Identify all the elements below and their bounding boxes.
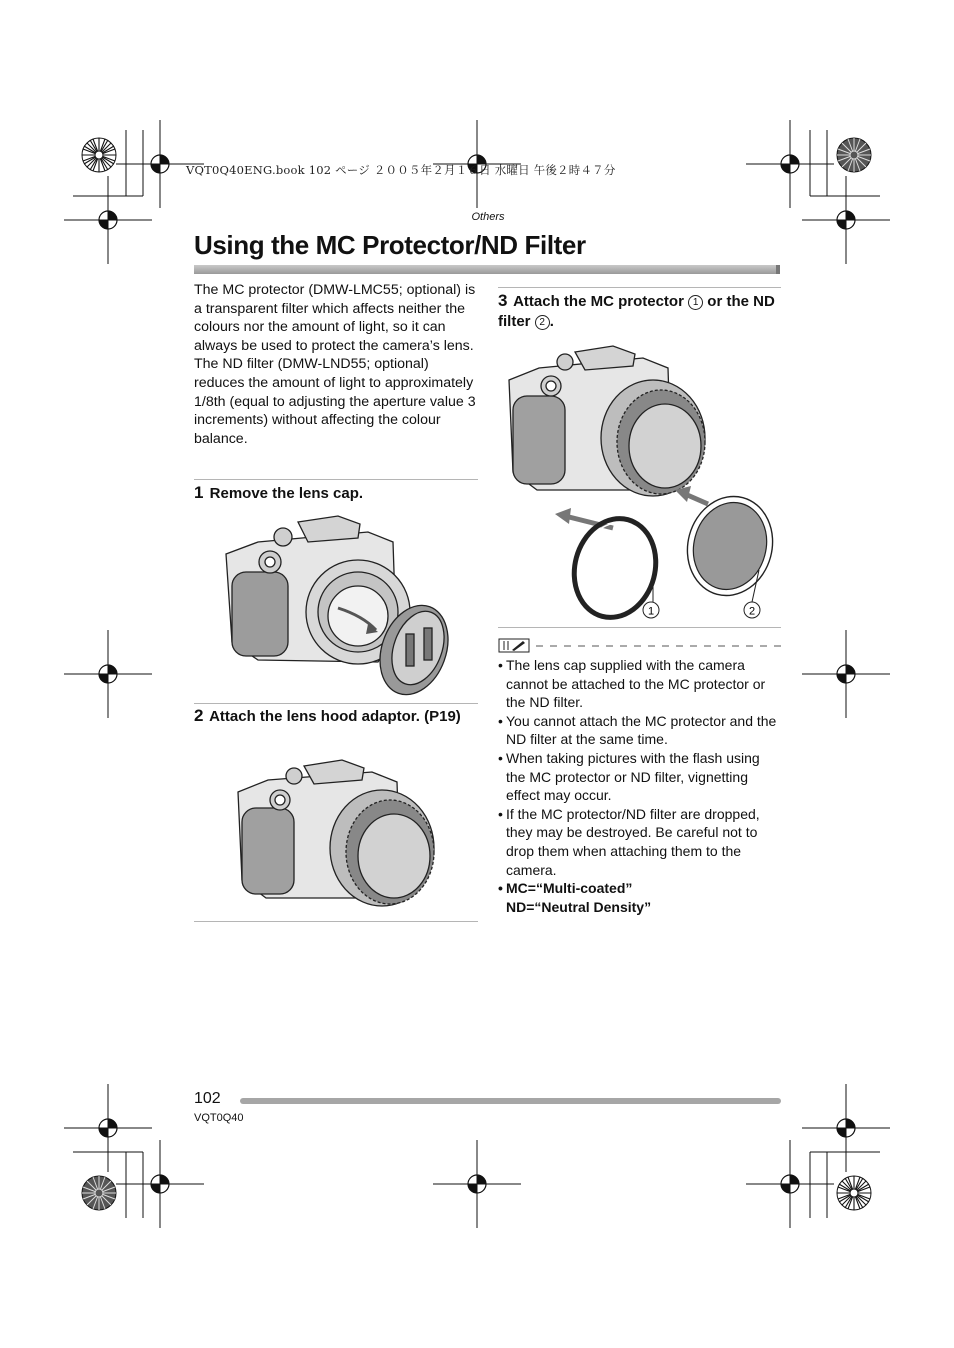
note-item: • If the MC protector/ND filter are dropped, they may be destroyed. Be careful not to drop them when attaching them to the camera. [498, 805, 781, 879]
step-number: 2 [194, 706, 204, 725]
page-title: Using the MC Protector/ND Filter [194, 230, 586, 260]
intro-paragraph-nd: The ND filter (DMW-LND55; optional) reduces the amount of light to approximately 1/8th (equal to adjusting the aperture value 3 increments) without affecting the colour balance. [194, 356, 476, 447]
divider [498, 627, 781, 628]
definitions-item [498, 879, 781, 916]
page-number: 102 [194, 1090, 221, 1107]
camera-filter-illustration [503, 340, 783, 622]
figure-label-2: 2 [748, 605, 756, 618]
divider [194, 703, 478, 704]
camera-remove-cap-illustration [218, 512, 458, 700]
notes-section [498, 656, 781, 916]
step-2 [194, 706, 478, 727]
document-code: VQT0Q40 [194, 1112, 244, 1124]
title-rule [194, 265, 780, 274]
footer-bar [240, 1098, 781, 1104]
note-item: • When taking pictures with the flash using the MC protector or ND filter, vignetting effect may occur. [498, 749, 781, 805]
definition-nd: ND=“Neutral Density” [506, 898, 652, 915]
intro-text [194, 281, 478, 448]
step-3 [498, 291, 781, 332]
notes-list [498, 656, 781, 916]
figure-label-1: 1 [647, 605, 655, 618]
print-header: VQT0Q40ENG.book 102 ページ ２００５年２月１６日 水曜日 午後２時４７分 [186, 163, 616, 177]
note-item: • You cannot attach the MC protector and the ND filter at the same time. [498, 712, 781, 749]
note-pencil-icon [499, 639, 529, 652]
step-text: Attach the MC protector [513, 293, 684, 310]
divider [498, 287, 781, 288]
title-rule-end [776, 265, 780, 274]
note-item: • The lens cap supplied with the camera cannot be attached to the MC protector or the ND filter. [498, 656, 781, 712]
step-text: . [549, 313, 554, 330]
divider [194, 921, 478, 922]
step-number: 3 [498, 291, 508, 310]
step-text: Remove the lens cap. [209, 485, 364, 502]
step-1 [194, 483, 478, 504]
step-text: Attach the lens hood adaptor. (P19) [209, 708, 461, 725]
note-header [498, 638, 781, 654]
intro-paragraph-mc: The MC protector (DMW-LMC55; optional) is a transparent filter which affects neither the colours nor the amount of light, so it can always be used to protect the camera’s lens. [194, 282, 476, 354]
divider [194, 479, 478, 480]
step-text: or the ND filter [498, 293, 775, 330]
step-number: 1 [194, 483, 204, 502]
camera-hood-adaptor-illustration [232, 758, 442, 918]
marker-1: 1 [688, 295, 703, 310]
definition-mc: MC=“Multi-coated” [506, 880, 633, 897]
section-label: Others [471, 211, 505, 223]
marker-2: 2 [535, 315, 550, 330]
